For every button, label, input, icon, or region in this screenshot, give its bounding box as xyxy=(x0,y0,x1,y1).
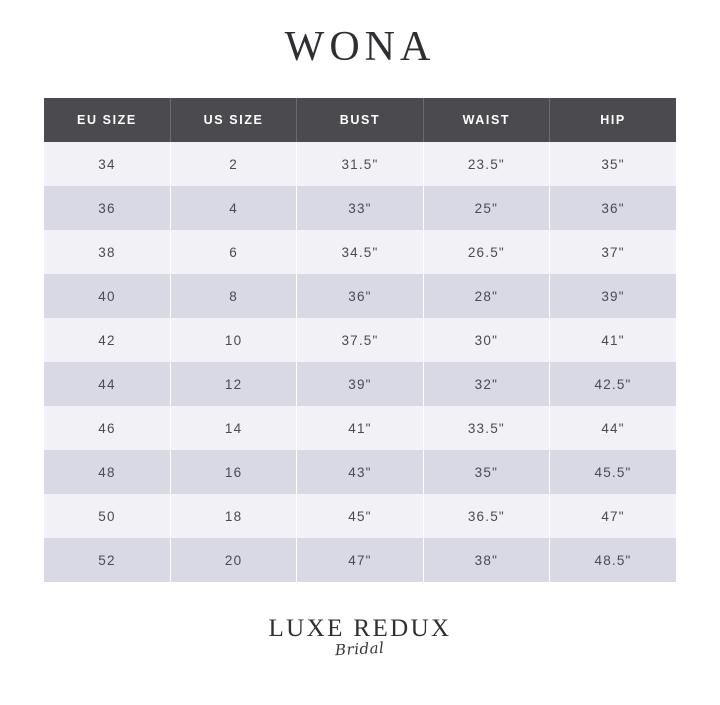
column-header-us-size: US SIZE xyxy=(170,98,296,142)
table-row xyxy=(44,538,676,582)
cell-eu-size: 42 xyxy=(44,318,170,362)
page-title: WONA xyxy=(284,24,436,70)
cell-us-size: 8 xyxy=(170,274,296,318)
size-chart-table xyxy=(44,98,676,582)
cell-us-size: 4 xyxy=(170,186,296,230)
cell-hip: 42.5" xyxy=(550,362,676,406)
cell-us-size: 16 xyxy=(170,450,296,494)
cell-hip: 41" xyxy=(550,318,676,362)
cell-bust: 37.5" xyxy=(297,318,423,362)
cell-eu-size: 46 xyxy=(44,406,170,450)
cell-waist: 38" xyxy=(423,538,549,582)
cell-hip: 47" xyxy=(550,494,676,538)
cell-bust: 33" xyxy=(297,186,423,230)
cell-waist: 26.5" xyxy=(423,230,549,274)
cell-waist: 32" xyxy=(423,362,549,406)
cell-hip: 48.5" xyxy=(550,538,676,582)
cell-eu-size: 38 xyxy=(44,230,170,274)
cell-eu-size: 50 xyxy=(44,494,170,538)
cell-bust: 41" xyxy=(297,406,423,450)
column-header-eu-size: EU SIZE xyxy=(44,98,170,142)
cell-hip: 35" xyxy=(550,142,676,186)
cell-waist: 25" xyxy=(423,186,549,230)
cell-us-size: 14 xyxy=(170,406,296,450)
cell-hip: 45.5" xyxy=(550,450,676,494)
cell-bust: 36" xyxy=(297,274,423,318)
table-row xyxy=(44,186,676,230)
cell-waist: 28" xyxy=(423,274,549,318)
cell-us-size: 2 xyxy=(170,142,296,186)
column-header-waist: WAIST xyxy=(423,98,549,142)
size-chart-table-wrapper xyxy=(44,98,676,582)
cell-bust: 43" xyxy=(297,450,423,494)
logo-script-text: Bridal xyxy=(334,638,386,660)
table-row xyxy=(44,450,676,494)
cell-waist: 36.5" xyxy=(423,494,549,538)
cell-waist: 35" xyxy=(423,450,549,494)
table-row xyxy=(44,494,676,538)
table-row xyxy=(44,318,676,362)
cell-waist: 30" xyxy=(423,318,549,362)
table-row xyxy=(44,406,676,450)
table-header-row xyxy=(44,98,676,142)
cell-bust: 39" xyxy=(297,362,423,406)
cell-us-size: 20 xyxy=(170,538,296,582)
cell-eu-size: 52 xyxy=(44,538,170,582)
column-header-bust: BUST xyxy=(297,98,423,142)
cell-eu-size: 48 xyxy=(44,450,170,494)
cell-us-size: 10 xyxy=(170,318,296,362)
table-row xyxy=(44,274,676,318)
cell-eu-size: 44 xyxy=(44,362,170,406)
table-row xyxy=(44,142,676,186)
cell-bust: 47" xyxy=(297,538,423,582)
cell-us-size: 6 xyxy=(170,230,296,274)
cell-hip: 44" xyxy=(550,406,676,450)
cell-eu-size: 36 xyxy=(44,186,170,230)
cell-eu-size: 34 xyxy=(44,142,170,186)
cell-bust: 45" xyxy=(297,494,423,538)
table-header xyxy=(44,98,676,142)
table-row xyxy=(44,362,676,406)
table-body xyxy=(44,142,676,582)
brand-logo xyxy=(210,616,510,659)
cell-hip: 36" xyxy=(550,186,676,230)
cell-waist: 33.5" xyxy=(423,406,549,450)
cell-hip: 39" xyxy=(550,274,676,318)
logo-primary-text: LUXE REDUX xyxy=(268,615,452,642)
cell-hip: 37" xyxy=(550,230,676,274)
cell-waist: 23.5" xyxy=(423,142,549,186)
column-header-hip: HIP xyxy=(550,98,676,142)
table-row xyxy=(44,230,676,274)
cell-bust: 31.5" xyxy=(297,142,423,186)
cell-eu-size: 40 xyxy=(44,274,170,318)
cell-us-size: 12 xyxy=(170,362,296,406)
cell-bust: 34.5" xyxy=(297,230,423,274)
cell-us-size: 18 xyxy=(170,494,296,538)
